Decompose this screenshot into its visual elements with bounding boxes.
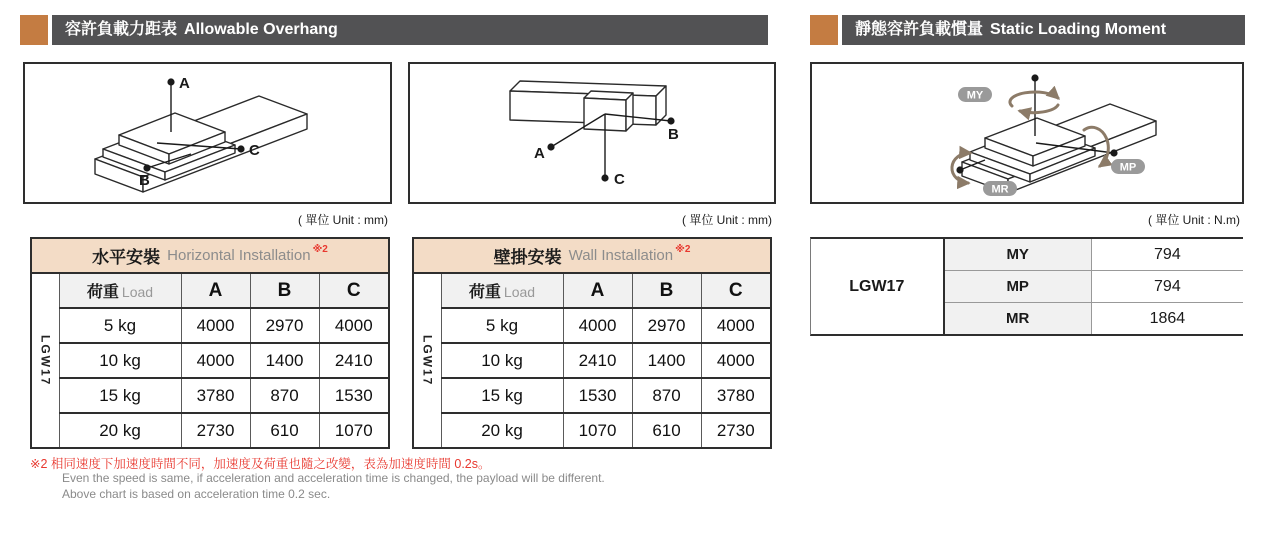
cell-a: 2730 — [181, 413, 250, 447]
table-row — [32, 378, 388, 413]
cell-load: 20 kg — [59, 413, 181, 447]
col-header-a: A — [563, 274, 632, 308]
moment-value-mp: 794 — [1091, 271, 1243, 303]
cell-a: 1070 — [563, 413, 632, 447]
cell-load: 20 kg — [441, 413, 563, 447]
moment-value-my: 794 — [1091, 239, 1243, 271]
section-header-static-loading-moment — [810, 15, 1245, 45]
mp-badge-label: MP — [1119, 161, 1137, 174]
cell-a: 2410 — [563, 343, 632, 378]
cell-c: 1070 — [319, 413, 388, 447]
mr-badge-label: MR — [991, 183, 1009, 196]
cell-a: 4000 — [181, 343, 250, 378]
model-label: LGW17 — [414, 274, 441, 447]
point-b-label: B — [668, 126, 679, 143]
point-a-label: A — [534, 145, 545, 162]
point-a-dot — [547, 143, 554, 150]
section-title-zh: 容許負載力距表 — [65, 21, 178, 38]
col-header-b: B — [632, 274, 701, 308]
spec-table — [414, 274, 770, 447]
moment-table — [811, 239, 1243, 334]
my-axis-dot — [1031, 74, 1038, 81]
cell-b: 1400 — [632, 343, 701, 378]
point-b-dot — [667, 117, 674, 124]
section-title-en: Allowable Overhang — [184, 21, 338, 38]
section-title-bar — [52, 15, 768, 45]
col-header-c: C — [701, 274, 770, 308]
mr-axis-dot — [956, 166, 963, 173]
cell-load: 10 kg — [59, 343, 181, 378]
cell-load: 15 kg — [59, 378, 181, 413]
table-title — [32, 239, 388, 274]
moment-value-mr: 1864 — [1091, 303, 1243, 335]
orange-accent-block — [810, 15, 838, 45]
cell-a: 4000 — [181, 308, 250, 343]
cell-b: 610 — [632, 413, 701, 447]
col-header-c: C — [319, 274, 388, 308]
table-row — [414, 308, 770, 343]
table-title-en: Horizontal Installation — [167, 247, 311, 264]
point-c-label: C — [249, 142, 260, 159]
moment-label-mr: MR — [944, 303, 1092, 335]
horizontal-overhang-drawing — [25, 64, 386, 198]
section-title-bar — [842, 15, 1245, 45]
moment-label-my: MY — [944, 239, 1092, 271]
cell-b: 870 — [632, 378, 701, 413]
point-c-dot — [237, 145, 244, 152]
point-a-label: A — [179, 75, 190, 92]
cell-load: 10 kg — [441, 343, 563, 378]
static-moment-table — [810, 237, 1243, 336]
note-reference: ※2 — [675, 244, 691, 255]
cell-load: 5 kg — [59, 308, 181, 343]
diagram-static-moment — [810, 62, 1244, 204]
table-title — [414, 239, 770, 274]
section-title-zh: 靜態容許負載慣量 — [855, 21, 984, 38]
diagram-horizontal-overhang — [23, 62, 392, 204]
table-title-en: Wall Installation — [568, 247, 674, 264]
header-row — [414, 274, 770, 308]
point-b-label: B — [139, 172, 150, 189]
table-title-zh: 水平安裝 — [92, 248, 161, 267]
orange-accent-block — [20, 15, 48, 45]
wall-installation-table — [412, 237, 772, 449]
point-c-label: C — [614, 171, 625, 188]
load-header-zh: 荷重 — [468, 284, 501, 301]
footnote-zh: ※2 相同速度下加速度時間不同，加速度及荷重也隨之改變，表為加速度時間 0.2s。 — [30, 457, 491, 471]
footnote-en-line1: Even the speed is same, if acceleration and acceleration time is changed, the payload will be different. — [62, 471, 605, 485]
cell-c: 4000 — [701, 343, 770, 378]
section-title-en: Static Loading Moment — [990, 21, 1167, 38]
static-moment-drawing — [812, 64, 1238, 198]
mp-axis-dot — [1110, 149, 1117, 156]
wall-overhang-drawing — [410, 64, 770, 198]
point-c-dot — [601, 174, 608, 181]
note-reference: ※2 — [312, 244, 328, 255]
my-rotation-arrow — [1020, 105, 1058, 113]
cell-c: 4000 — [319, 308, 388, 343]
col-header-a: A — [181, 274, 250, 308]
cell-c: 3780 — [701, 378, 770, 413]
load-header-en: Load — [121, 284, 154, 300]
horizontal-installation-table — [30, 237, 390, 449]
load-header-en: Load — [503, 284, 536, 300]
cell-b: 2970 — [632, 308, 701, 343]
point-a-dot — [167, 78, 174, 85]
cell-load: 5 kg — [441, 308, 563, 343]
diagram-wall-overhang — [408, 62, 776, 204]
table-row — [811, 239, 1243, 271]
cell-c: 2730 — [701, 413, 770, 447]
cell-load: 15 kg — [441, 378, 563, 413]
cell-b: 610 — [250, 413, 319, 447]
unit-label-mm: ( 單位 Unit : mm) — [682, 213, 772, 227]
my-badge-label: MY — [966, 89, 984, 102]
cell-c: 1530 — [319, 378, 388, 413]
model-label: LGW17 — [811, 239, 944, 334]
point-b-dot — [143, 164, 150, 171]
table-row — [32, 343, 388, 378]
section-header-allowable-overhang — [20, 15, 768, 45]
cell-c: 2410 — [319, 343, 388, 378]
cell-a: 1530 — [563, 378, 632, 413]
cell-a: 3780 — [181, 378, 250, 413]
model-label: LGW17 — [32, 274, 59, 447]
table-row — [414, 413, 770, 447]
cell-c: 4000 — [701, 308, 770, 343]
footnote-en-line2: Above chart is based on acceleration time 0.2 sec. — [62, 487, 331, 501]
my-rotation-arrow — [1010, 92, 1058, 106]
col-header-load — [441, 274, 563, 308]
moment-label-mp: MP — [944, 271, 1092, 303]
unit-label-nm: ( 單位 Unit : N.m) — [1148, 213, 1240, 227]
col-header-load — [59, 274, 181, 308]
cell-b: 2970 — [250, 308, 319, 343]
table-row — [414, 378, 770, 413]
cell-a: 4000 — [563, 308, 632, 343]
carriage-drawing — [584, 91, 633, 131]
table-title-zh: 壁掛安裝 — [493, 248, 562, 267]
table-row — [32, 413, 388, 447]
col-header-b: B — [250, 274, 319, 308]
load-header-zh: 荷重 — [86, 284, 119, 301]
cell-b: 870 — [250, 378, 319, 413]
cell-b: 1400 — [250, 343, 319, 378]
spec-table — [32, 274, 388, 447]
header-row — [32, 274, 388, 308]
unit-label-mm: ( 單位 Unit : mm) — [298, 213, 388, 227]
table-row — [32, 308, 388, 343]
table-row — [414, 343, 770, 378]
